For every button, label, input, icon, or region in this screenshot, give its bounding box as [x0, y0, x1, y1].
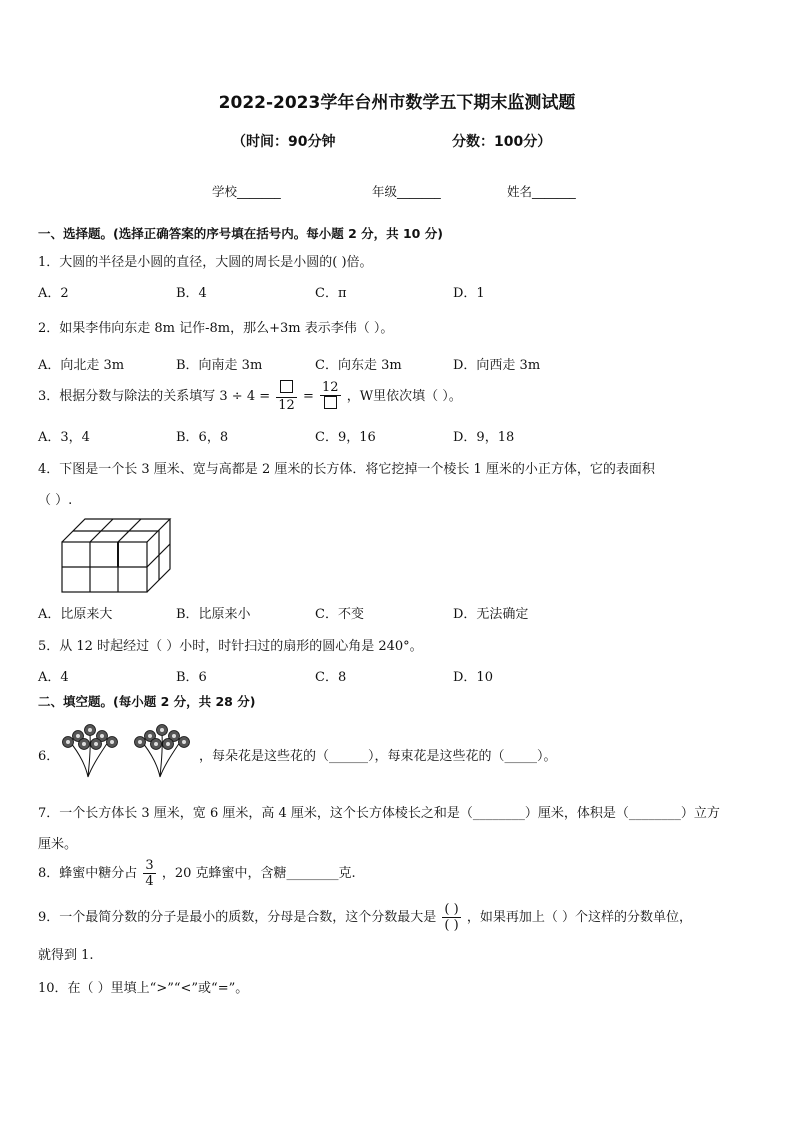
q3-suffix: ，W里依次填（ ）。 — [346, 389, 462, 404]
name-field[interactable]: 姓名_______ — [507, 184, 576, 199]
q5-option-a[interactable]: A．4 — [38, 670, 69, 685]
q4-option-b[interactable]: B．比原来小 — [176, 607, 251, 622]
q3-option-a[interactable]: A．3，4 — [38, 430, 90, 445]
q9-prefix: 9．一个最简分数的分子是最小的质数，分母是合数，这个分数最大是 — [38, 910, 437, 925]
question-7-line2: 厘米。 — [38, 837, 78, 852]
q4-option-d[interactable]: D．无法确定 — [453, 607, 529, 622]
q1-option-b[interactable]: B．4 — [176, 286, 207, 301]
q8-prefix: 8．蜂蜜中糖分占 — [38, 866, 138, 881]
grade-field[interactable]: 年级_______ — [372, 184, 441, 199]
question-5: 5．从 12 时起经过（ ）小时，时针扫过的扇形的圆心角是 240°。 — [38, 639, 423, 654]
question-6: ，每朵花是这些花的（______），每束花是这些花的（_____）。 — [199, 749, 557, 764]
q8-fraction — [143, 858, 155, 889]
question-7: 7．一个长方体长 3 厘米，宽 6 厘米，高 4 厘米，这个长方体棱长之和是（________）厘米，体积是（________）立方 — [38, 806, 720, 821]
section-heading-choice: 一、选择题。(选择正确答案的序号填在括号内。每小题 2 分，共 10 分) — [38, 226, 443, 241]
q9-suffix: ，如果再加上（ ）个这样的分数单位， — [466, 910, 692, 925]
q8-fraction-den: 4 — [145, 874, 154, 889]
q1-option-a[interactable]: A．2 — [38, 286, 69, 301]
q3-equals: = — [302, 389, 314, 404]
q2-option-b[interactable]: B．向南走 3m — [176, 358, 263, 373]
question-4-line2: （ ）. — [38, 493, 73, 508]
q8-fraction-num: 3 — [145, 858, 154, 873]
question-1: 1．大圆的半径是小圆的直径，大圆的周长是小圆的( )倍。 — [38, 255, 373, 270]
question-3 — [38, 380, 462, 413]
question-4: 4．下图是一个长 3 厘米、宽与高都是 2 厘米的长方体．将它挖掉一个棱长 1 厘米的小正方体，它的表面积 — [38, 462, 655, 477]
q4-option-a[interactable]: A．比原来大 — [38, 607, 113, 622]
section-heading-fill: 二、填空题。(每小题 2 分，共 28 分) — [38, 694, 256, 709]
exam-time: （时间：90分钟 — [232, 134, 336, 150]
q3-fraction-2 — [320, 380, 341, 413]
question-6-label: 6． — [38, 749, 60, 764]
q3-prefix: 3．根据分数与除法的关系填写 3 ÷ 4 = — [38, 389, 271, 404]
q3-option-b[interactable]: B．6，8 — [176, 430, 229, 445]
blank-box-icon — [280, 380, 293, 393]
q1-option-c[interactable]: C．π — [315, 286, 347, 301]
bouquet-left — [63, 725, 118, 778]
q3-fraction-2-num: 12 — [322, 380, 339, 395]
q1-option-d[interactable]: D．1 — [453, 286, 485, 301]
page-title: 2022-2023学年台州市数学五下期末监测试题 — [218, 93, 576, 113]
q9-fraction-num: ( ) — [444, 902, 459, 917]
q3-fraction-1-den: 12 — [278, 398, 295, 413]
q5-option-c[interactable]: C．8 — [315, 670, 347, 685]
q8-suffix: ，20 克蜂蜜中，含糖________克. — [161, 866, 356, 881]
flower-bouquets-image — [58, 722, 198, 780]
question-9 — [38, 902, 692, 933]
q3-fraction-1 — [276, 380, 297, 413]
question-8 — [38, 858, 356, 889]
question-10: 10．在（ ）里填上“>”“<”或“=”。 — [38, 981, 249, 996]
q9-fraction-den: ( ) — [444, 918, 459, 933]
bouquet-right — [135, 725, 190, 778]
q3-option-c[interactable]: C．9，16 — [315, 430, 376, 445]
school-field[interactable]: 学校_______ — [212, 184, 281, 199]
q2-option-d[interactable]: D．向西走 3m — [453, 358, 541, 373]
question-2: 2．如果李伟向东走 8m 记作-8m，那么+3m 表示李伟（ ）。 — [38, 321, 394, 336]
q2-option-a[interactable]: A．向北走 3m — [38, 358, 125, 373]
q2-option-c[interactable]: C．向东走 3m — [315, 358, 402, 373]
question-9-line2: 就得到 1. — [38, 948, 94, 963]
q5-option-b[interactable]: B．6 — [176, 670, 207, 685]
blank-box-icon — [324, 396, 337, 409]
cuboid-figure — [55, 512, 180, 597]
q4-option-c[interactable]: C．不变 — [315, 607, 364, 622]
q5-option-d[interactable]: D．10 — [453, 670, 493, 685]
q9-fraction — [442, 902, 460, 933]
exam-score: 分数：100分） — [452, 134, 552, 150]
q3-option-d[interactable]: D．9，18 — [453, 430, 515, 445]
